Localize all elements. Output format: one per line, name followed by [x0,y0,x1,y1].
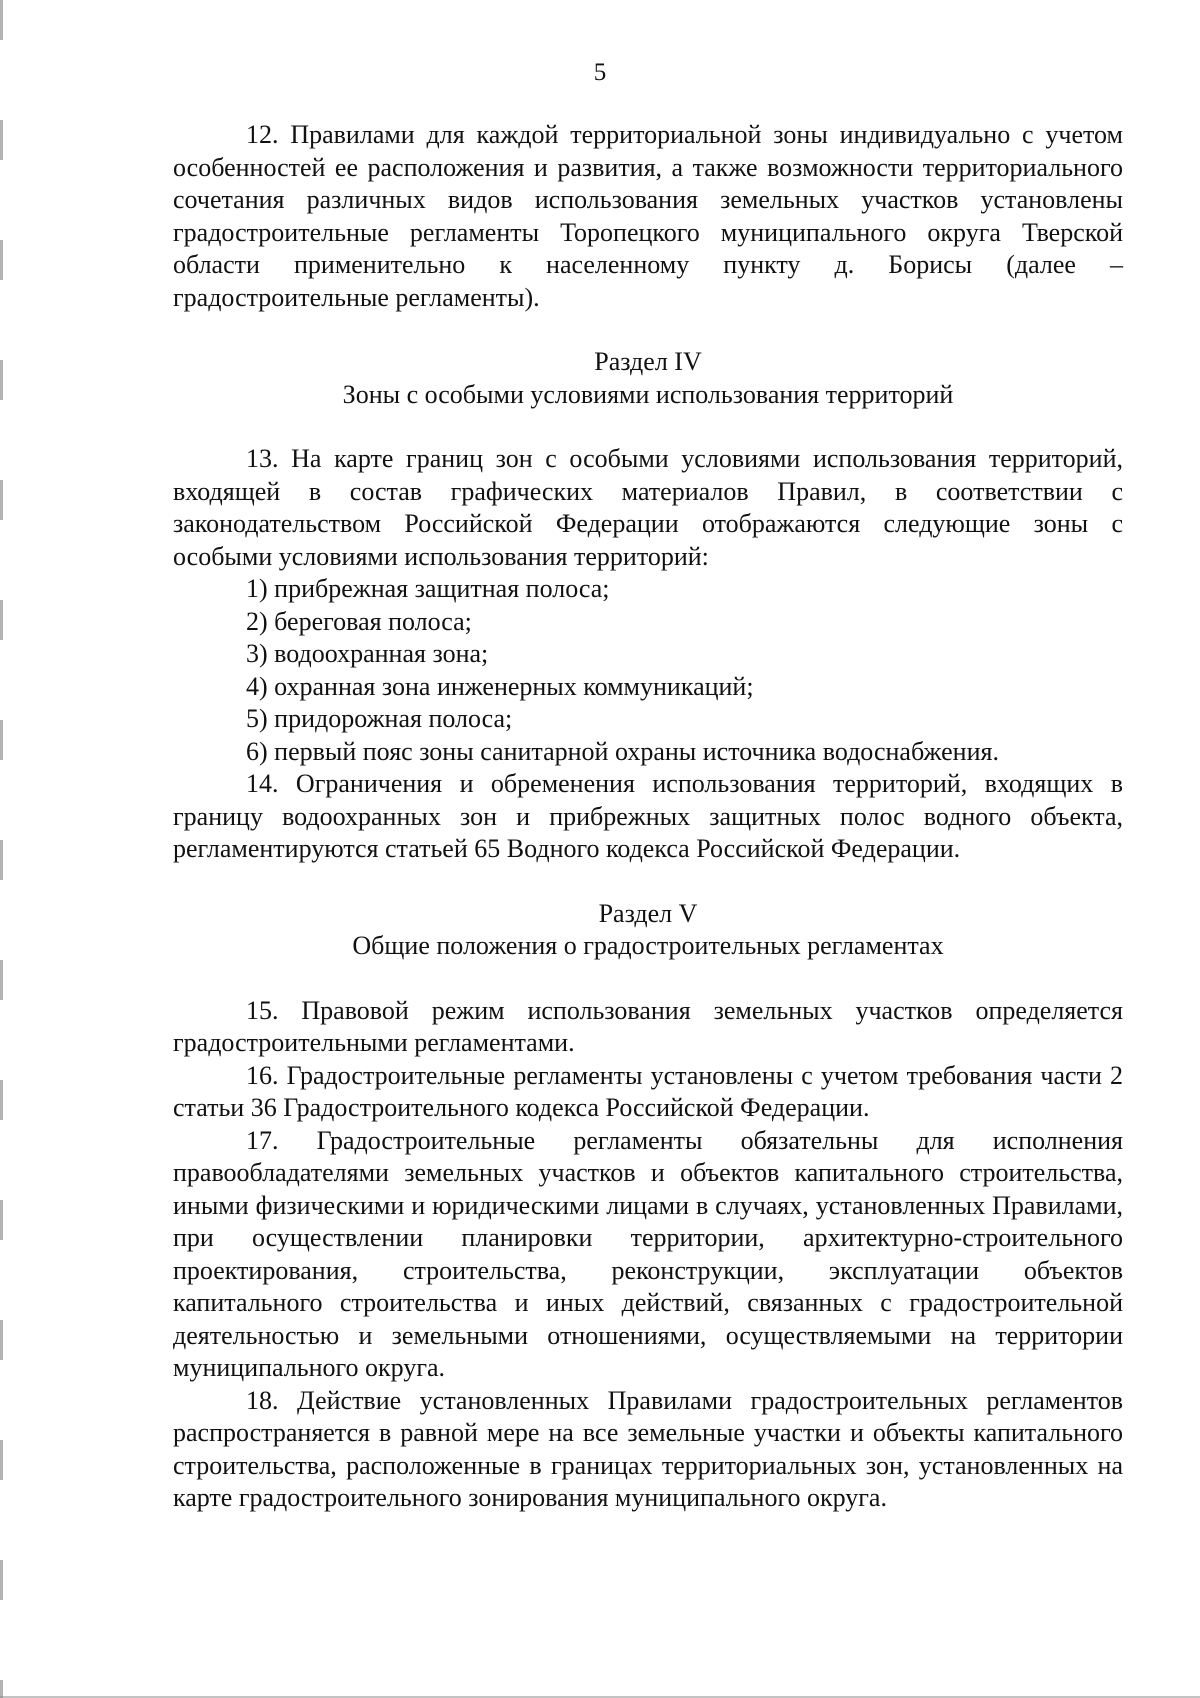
page-number: 5 [593,59,607,86]
section-5-title: Общие положения о градостроительных регламентах [352,931,944,960]
spacer [173,314,1123,346]
spacer [173,411,1123,443]
zone-list-item: 5) придорожная полоса; [246,704,513,733]
scan-left-edge [0,0,3,1698]
section-4-title: Зоны с особыми условиями использования территорий [342,379,954,409]
paragraph-17: 17. Градостроительные регламенты обязательны для исполнения правообладателями земельных участков и объектов капитального строительства, иными физическими и юридическими лицами в случаях, установленных Правилами, при осуществлении планировки территории, архитектурно-строительного проектирования, строительства, реконструкции, эксплуатации объектов капитального строительства и иных действий, связанных с градостроительной деятельностью и земельными отношениями, осуществляемыми на территории муниципального округа. [173,1125,1123,1382]
document-body [173,119,1123,1515]
section-4-label: Раздел IV [594,347,702,376]
section-5-label: Раздел V [598,898,698,928]
spacer [173,866,1123,898]
zone-list-item: 4) охранная зона инженерных коммуникаций; [246,671,754,701]
paragraph-13: 13. На карте границ зон с особыми условиями использования территорий, входящей в состав графических материалов Правил, в соответствии с законодательством Российской Федерации отображаются следующие зоны с особыми условиями использования территорий: [173,444,1123,571]
paragraph-12: 12. Правилами для каждой территориальной зоны индивидуально с учетом особенностей ее расположения и развития, а также возможности территориального сочетания различных видов использования земельных участков установлены градостроительные регламенты Торопецкого муниципального округа Тверской области применительно к населенному пункту д. Борисы (далее – градостроительные регламенты). [173,120,1123,312]
paragraph-14: 14. Ограничения и обременения использования территорий, входящих в границу водоохранных зон и прибрежных защитных полос водного объекта, регламентируются статьей 65 Водного кодекса Российской Федерации. [173,769,1123,863]
zone-list-item: 3) водоохранная зона; [246,639,489,668]
paragraph-15: 15. Правовой режим использования земельных участков определяется градостроительными регламентами. [173,995,1123,1057]
zone-list-item: 1) прибрежная защитная полоса; [246,574,610,603]
zone-list-item: 2) береговая полоса; [246,606,472,636]
paragraph-16: 16. Градостроительные регламенты установлены с учетом требования части 2 статьи 36 Градостроительного кодекса Российской Федерации. [173,1060,1123,1122]
zone-list-item: 6) первый пояс зоны санитарной охраны источника водоснабжения. [246,736,999,766]
paragraph-18: 18. Действие установленных Правилами градостроительных регламентов распространяется в равной мере на все земельные участки и объекты капитального строительства, расположенные в границах территориальных зон, установленных на карте градостроительного зонирования муниципального округа. [173,1385,1123,1512]
spacer [173,963,1123,995]
